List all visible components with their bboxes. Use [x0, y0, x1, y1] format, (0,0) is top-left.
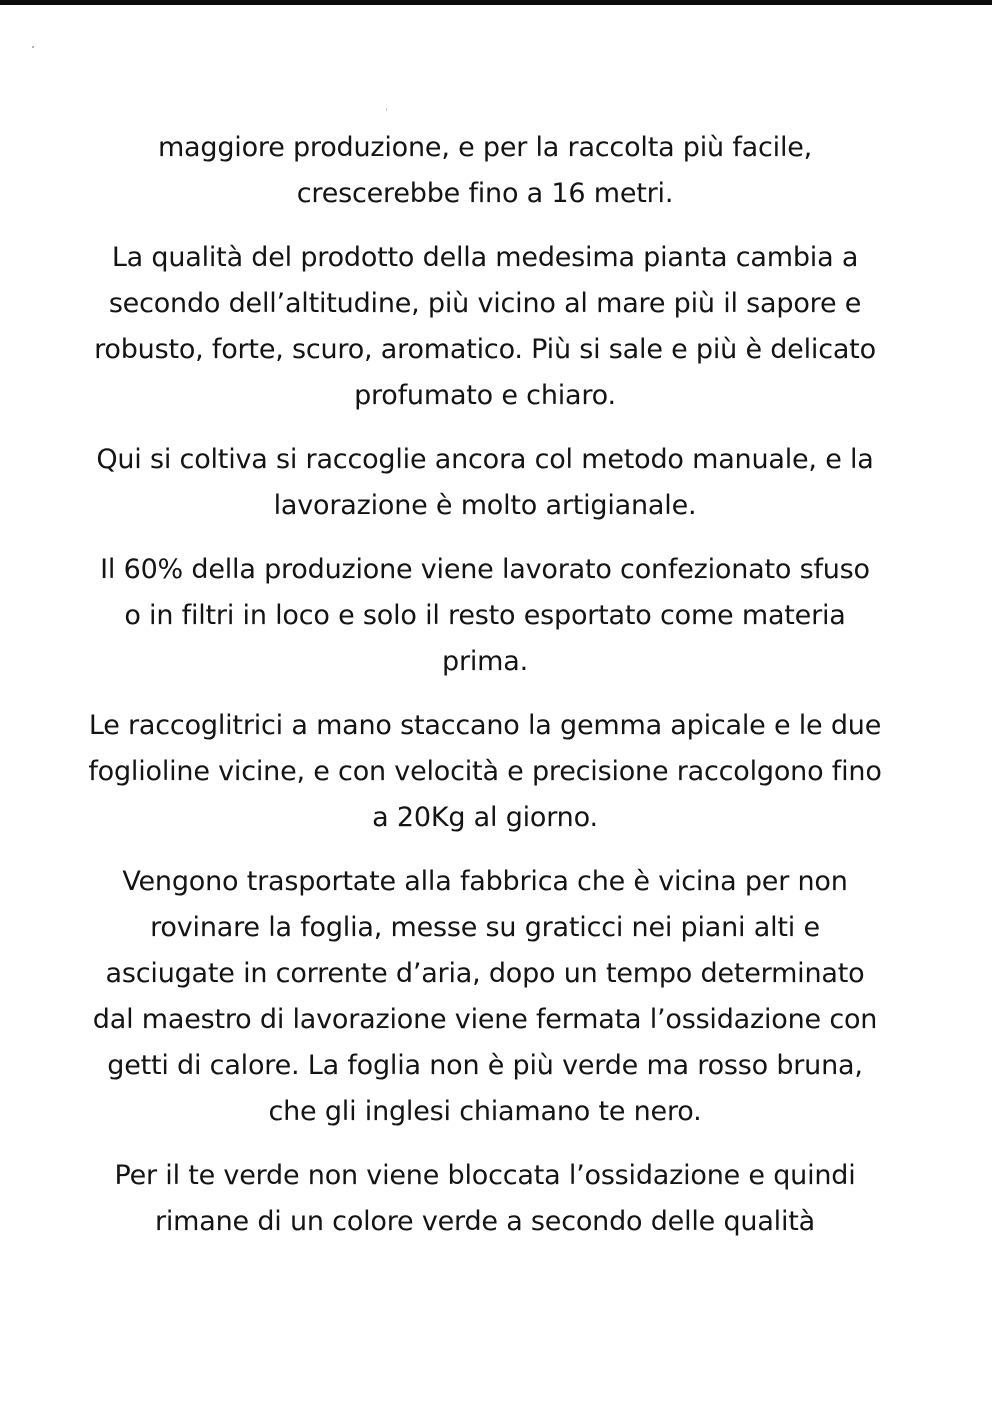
text-line: La qualità del prodotto della medesima pianta cambia a	[111, 242, 859, 273]
paragraph-7	[70, 1153, 900, 1245]
text-line: getti di calore. La foglia non è più verde ma rosso bruna,	[107, 1050, 863, 1081]
text-line: che gli inglesi chiamano te nero.	[268, 1096, 702, 1127]
text-line: Il 60% della produzione viene lavorato confezionato sfuso	[100, 554, 870, 585]
text-line: Per il te verde non viene bloccata l’ossidazione e quindi	[114, 1160, 856, 1191]
text-line: a 20Kg al giorno.	[372, 802, 598, 833]
scan-speck	[32, 46, 34, 48]
text-line: rimane di un colore verde a secondo delle qualità	[154, 1206, 816, 1237]
text-line: rovinare la foglia, messe su graticci nei piani alti e	[150, 912, 820, 943]
text-line: robusto, forte, scuro, aromatico. Più si sale e più è delicato	[94, 334, 876, 365]
scan-speck	[386, 108, 387, 111]
text-line: foglioline vicine, e con velocità e precisione raccolgono fino	[88, 756, 882, 787]
paragraph-4	[70, 547, 900, 685]
text-line: lavorazione è molto artigianale.	[273, 490, 697, 521]
document-body	[70, 125, 900, 1263]
text-line: prima.	[442, 646, 528, 677]
text-line: asciugate in corrente d’aria, dopo un tempo determinato	[105, 958, 865, 989]
text-line: profumato e chiaro.	[354, 380, 616, 411]
text-line: maggiore produzione, e per la raccolta più facile,	[157, 132, 813, 163]
text-line: secondo dell’altitudine, più vicino al mare più il sapore e	[108, 288, 862, 319]
scan-top-edge	[0, 0, 992, 5]
paragraph-6	[70, 859, 900, 1135]
text-line: Vengono trasportate alla fabbrica che è vicina per non	[122, 866, 848, 897]
text-line: crescerebbe fino a 16 metri.	[296, 178, 674, 209]
text-line: dal maestro di lavorazione viene fermata l’ossidazione con	[92, 1004, 878, 1035]
text-line: Qui si coltiva si raccoglie ancora col metodo manuale, e la	[96, 444, 874, 475]
paragraph-3	[70, 437, 900, 529]
paragraph-1	[70, 125, 900, 217]
paragraph-5	[70, 703, 900, 841]
text-line: o in filtri in loco e solo il resto esportato come materia	[124, 600, 846, 631]
text-line: Le raccoglitrici a mano staccano la gemma apicale e le due	[88, 710, 882, 741]
paragraph-2	[70, 235, 900, 419]
